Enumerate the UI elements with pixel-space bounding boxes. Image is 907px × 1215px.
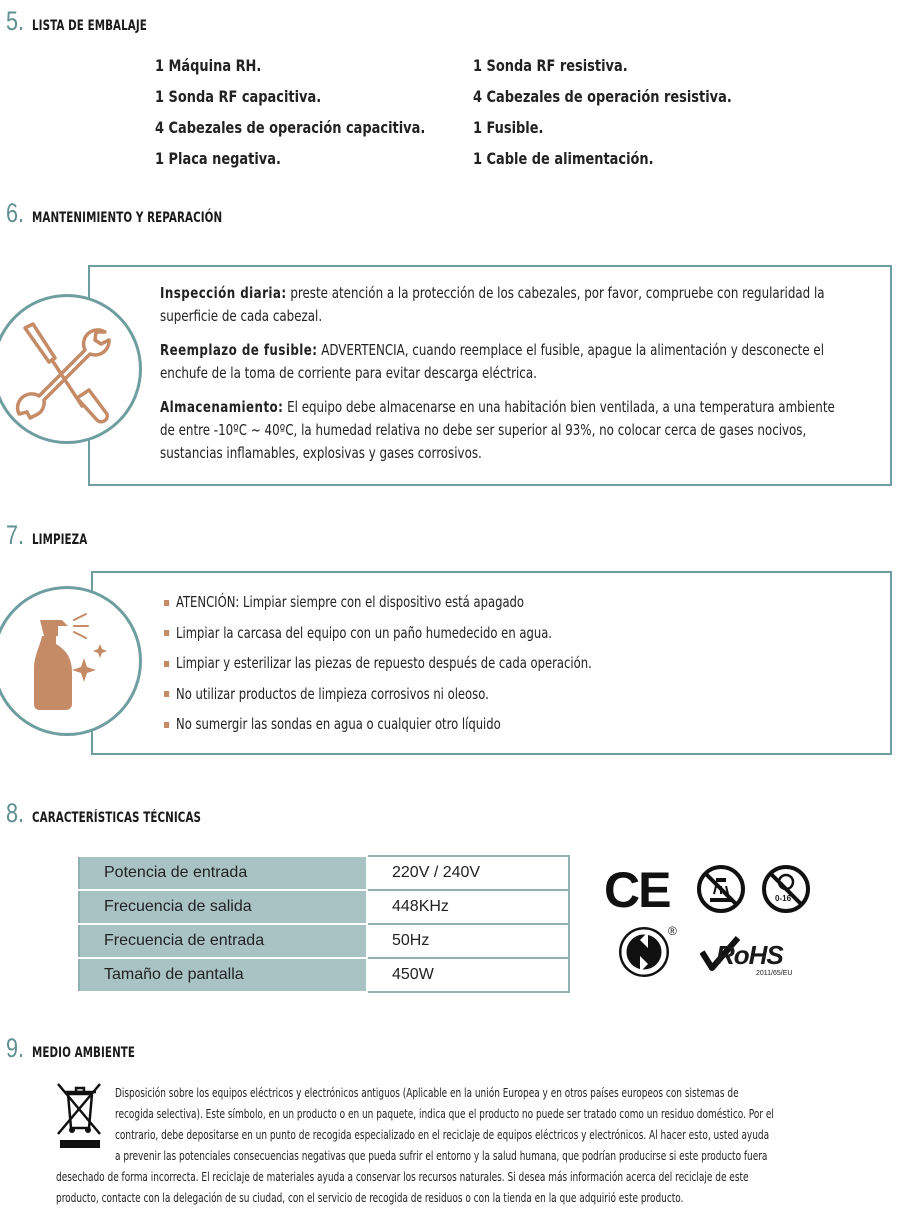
text: ADVERTENCIA, cuando reemplace el fusible, apague la alimentación y desconecte el enchufe de la toma de corriente para evitar descarga eléctrica. — [160, 341, 825, 382]
list-item: 1 Cable de alimentación. — [473, 149, 654, 168]
age-restriction-icon — [761, 864, 811, 914]
list-item: 1 Placa negativa. — [155, 149, 281, 168]
table-row — [79, 890, 569, 924]
maintenance-fuse — [160, 339, 846, 385]
section-number: 5. — [6, 6, 25, 36]
section-7-heading — [6, 520, 99, 551]
section-title: CARACTERÍSTICAS TÉCNICAS — [32, 810, 202, 826]
maintenance-daily — [160, 282, 846, 328]
environment-text-bottom — [56, 1167, 890, 1209]
environment-line: Disposición sobre los equipos eléctricos y electrónicos antiguos (Aplicable en la unión Europea y en otros países europeos con sistemas de — [115, 1086, 739, 1100]
spray-bottle-icon — [12, 606, 122, 716]
text: El equipo debe almacenarse en una habitación bien ventilada, a una temperatura ambiente de entre -10ºC ~ 40ºC, la humedad relativa no debe ser superior al 93%, no colocar cerca de gases nocivos, sustancias inflamables, explosivas y gases corrosivos. — [160, 398, 835, 462]
list-item: 1 Sonda RF capacitiva. — [155, 87, 322, 106]
packing-list-left — [155, 50, 455, 174]
section-9-heading — [6, 1033, 158, 1064]
maintenance-text — [160, 282, 907, 476]
no-shower-icon — [696, 864, 746, 914]
section-number: 8. — [6, 798, 25, 828]
spec-value: 50Hz — [367, 924, 569, 958]
ce-mark-icon: CE — [604, 862, 670, 918]
list-item: Limpiar y esterilizar las piezas de repuesto después de cada operación. — [164, 648, 592, 679]
section-5-heading — [6, 6, 172, 37]
green-dot-recycling-icon — [618, 926, 670, 978]
environment-line: recogida selectiva). Este símbolo, en un producto o en un paquete, indica que el producto no puede ser tratado como un residuo doméstico. Por el — [115, 1107, 774, 1121]
section-title: MEDIO AMBIENTE — [32, 1045, 136, 1061]
list-item: 4 Cabezales de operación capacitiva. — [155, 118, 426, 137]
certification-icons — [604, 862, 814, 982]
environment-line: desechado de forma incorrecta. El reciclaje de materiales ayuda a conservar los recursos naturales. Si desea más información acerca del reciclaje de este — [56, 1170, 749, 1184]
table-row — [79, 856, 569, 890]
label: Almacenamiento: — [160, 398, 284, 416]
list-item: 4 Cabezales de operación resistiva. — [473, 87, 732, 106]
list-item: No sumergir las sondas en agua o cualquier otro líquido — [164, 709, 592, 740]
label: Reemplazo de fusible: — [160, 341, 318, 359]
section-number: 7. — [6, 520, 25, 550]
section-number: 9. — [6, 1033, 25, 1063]
spec-key: Frecuencia de entrada — [79, 924, 367, 958]
list-item: Limpiar la carcasa del equipo con un paño humedecido en agua. — [164, 618, 592, 649]
section-number: 6. — [6, 198, 25, 228]
table-row — [79, 924, 569, 958]
tools-icon-circle — [0, 294, 142, 444]
maintenance-storage — [160, 396, 846, 465]
spec-key: Frecuencia de salida — [79, 890, 367, 924]
no-children-icon — [761, 864, 811, 914]
specs-table — [78, 855, 570, 993]
list-item: 1 Sonda RF resistiva. — [473, 56, 628, 75]
rohs-directive: 2011/65/EU — [756, 970, 793, 977]
section-title: MANTENIMIENTO Y REPARACIÓN — [32, 210, 223, 226]
table-row — [79, 958, 569, 992]
list-item: 1 Fusible. — [473, 118, 544, 137]
registered-mark: ® — [668, 924, 677, 938]
section-8-heading — [6, 798, 238, 829]
tools-icon — [7, 314, 127, 424]
list-item: 1 Máquina RH. — [155, 56, 262, 75]
packing-list-right — [473, 50, 761, 174]
spec-key: Potencia de entrada — [79, 856, 367, 890]
environment-text-top — [115, 1083, 907, 1167]
cleaning-list — [164, 587, 661, 740]
spec-key: Tamaño de pantalla — [79, 958, 367, 992]
spec-value: 450W — [367, 958, 569, 992]
spec-value: 220V / 240V — [367, 856, 569, 890]
spec-value: 448KHz — [367, 890, 569, 924]
spray-icon-circle — [0, 586, 142, 736]
rohs-text: RoHS — [716, 940, 783, 970]
environment-line: contrario, debe depositarse en un punto de recogida especializado en el reciclaje de equipos eléctricos y electrónicos. Al hacer esto, usted ayuda — [115, 1128, 770, 1142]
section-title: LISTA DE EMBALAJE — [32, 18, 147, 34]
list-item: ATENCIÓN: Limpiar siempre con el dispositivo está apagado — [164, 587, 592, 618]
environment-line: a prevenir las potenciales consecuencias negativas que pueda sufrir el entorno y la salud humana, que podrían producirse si este producto fuera — [115, 1149, 768, 1163]
age-label: 0-16 — [775, 894, 792, 903]
list-item: No utilizar productos de limpieza corrosivos ni oleoso. — [164, 679, 592, 710]
section-title: LIMPIEZA — [32, 532, 88, 548]
text: preste atención a la protección de los cabezales, por favor, compruebe con regularidad la superficie de cada cabezal. — [160, 284, 825, 325]
weee-crossed-bin-icon — [54, 1080, 106, 1152]
label: Inspección diaria: — [160, 284, 287, 302]
rohs-logo — [700, 936, 810, 982]
section-6-heading — [6, 198, 264, 229]
environment-line: producto, contacte con la delegación de su ciudad, con el servicio de recogida de residuos o con la tienda en la que adquirió este producto. — [56, 1191, 684, 1205]
